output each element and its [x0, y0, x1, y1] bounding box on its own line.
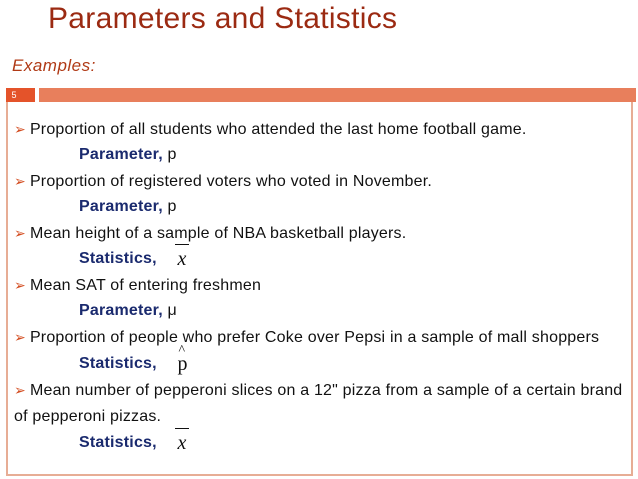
classification-row	[14, 246, 632, 272]
classification-label: Statistics,	[79, 434, 157, 451]
arrow-bullet-icon: ➢	[14, 382, 26, 398]
list-item	[14, 116, 632, 142]
mu-symbol: μ	[167, 302, 177, 319]
classification-row	[14, 298, 632, 324]
example-text: Proportion of all students who attended the last home football game.	[29, 121, 527, 138]
slide-title: Parameters and Statistics	[48, 2, 398, 35]
p-hat-symbol: ^ p	[177, 351, 187, 377]
example-text: Mean SAT of entering freshmen	[29, 277, 262, 294]
classification-label: Statistics,	[79, 250, 157, 267]
arrow-bullet-icon: ➢	[14, 277, 26, 293]
arrow-bullet-icon: ➢	[14, 173, 26, 189]
arrow-bullet-icon: ➢	[14, 121, 26, 137]
slide-number: 5	[11, 90, 17, 100]
list-item	[14, 168, 632, 194]
classification-label: Parameter,	[79, 198, 163, 215]
header-bar-gap	[35, 88, 39, 103]
x-bar-symbol: x	[177, 248, 187, 270]
x-bar-symbol: x	[177, 432, 187, 454]
arrow-bullet-icon: ➢	[14, 329, 26, 345]
list-item	[14, 377, 632, 430]
list-item	[14, 272, 632, 298]
classification-row	[14, 351, 632, 377]
classification-row	[14, 194, 632, 220]
classification-label: Statistics,	[79, 355, 157, 372]
parameter-symbol: p	[167, 146, 177, 163]
classification-label: Parameter,	[79, 146, 163, 163]
classification-row	[14, 430, 632, 456]
slide-subtitle: Examples:	[12, 56, 96, 75]
classification-label: Parameter,	[79, 302, 163, 319]
example-text: Mean height of a sample of NBA basketball players.	[29, 225, 407, 242]
arrow-bullet-icon: ➢	[14, 225, 26, 241]
list-item	[14, 324, 632, 351]
example-text: Proportion of registered voters who voted in November.	[29, 173, 433, 190]
list-item	[14, 220, 632, 246]
example-text: Proportion of people who prefer Coke over Pepsi in a sample of mall shoppers	[29, 329, 600, 346]
classification-row	[14, 142, 632, 168]
parameter-symbol: p	[167, 198, 177, 215]
example-text: Mean number of pepperoni slices on a 12" pizza from a sample of a certain brand of pepperoni pizzas.	[14, 382, 623, 425]
header-bar	[6, 88, 636, 102]
examples-list	[14, 116, 632, 456]
